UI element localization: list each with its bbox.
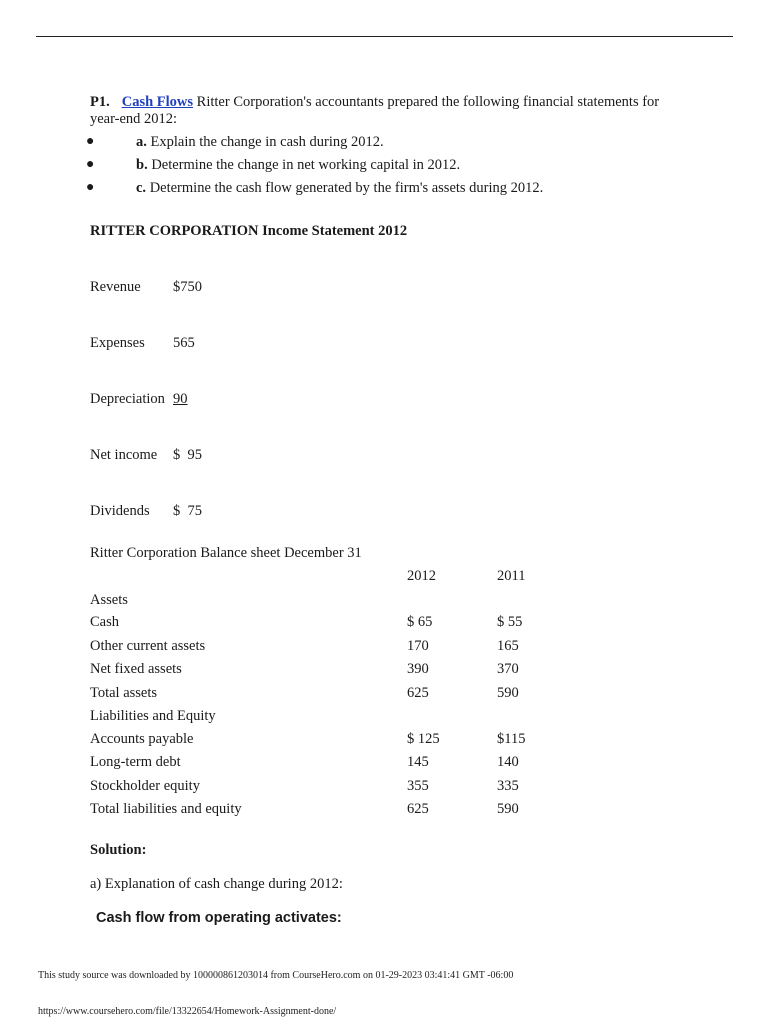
- income-statement-title: RITTER CORPORATION Income Statement 2012: [90, 223, 408, 239]
- balance-row-label: Accounts payable: [90, 731, 194, 747]
- income-label: Depreciation: [90, 391, 165, 407]
- balance-row-2012: 390: [407, 661, 429, 677]
- problem-number: P1.: [90, 94, 110, 110]
- balance-row-label: Stockholder equity: [90, 778, 200, 794]
- income-value: $750: [173, 279, 202, 295]
- income-value: 90: [173, 391, 188, 407]
- balance-row-2012: $ 125: [407, 731, 440, 747]
- balance-row-label: Net fixed assets: [90, 661, 182, 677]
- task-b: b. Determine the change in net working capital in 2012.: [136, 157, 461, 173]
- balance-row-label: Total assets: [90, 685, 158, 701]
- balance-row-label: Cash: [90, 614, 119, 630]
- solution-heading: Solution:: [90, 842, 147, 858]
- column-header-2011: 2011: [497, 568, 526, 584]
- balance-row-2011: 140: [497, 754, 519, 770]
- balance-row-2011: 370: [497, 661, 519, 677]
- balance-sheet-title: Ritter Corporation Balance sheet December 31: [90, 545, 362, 561]
- balance-row-2012: 625: [407, 685, 429, 701]
- balance-row-2011: 590: [497, 685, 519, 701]
- income-label: Revenue: [90, 279, 141, 295]
- balance-row-2012: 625: [407, 801, 429, 817]
- balance-row-2011: 335: [497, 778, 519, 794]
- balance-row-2011: 165: [497, 638, 519, 654]
- problem-intro: Ritter Corporation's accountants prepared the following financial statements for year-end 2012:: [90, 94, 660, 127]
- balance-row-2011: 590: [497, 801, 519, 817]
- task-a: a. Explain the change in cash during 2012.: [136, 134, 384, 150]
- bullet-icon: ●: [86, 157, 95, 172]
- income-label: Expenses: [90, 335, 145, 351]
- balance-row-2012: 355: [407, 778, 429, 794]
- cash-flows-link[interactable]: Cash Flows: [121, 94, 194, 110]
- income-label: Net income: [90, 447, 158, 463]
- bullet-icon: ●: [86, 180, 95, 195]
- balance-row-2011: $115: [497, 731, 526, 747]
- income-value: 565: [173, 335, 195, 351]
- footer-url[interactable]: https://www.coursehero.com/file/13322654/Homework-Assignment-done/: [38, 1006, 337, 1017]
- top-rule: [36, 36, 733, 37]
- footer-source-line: This study source was downloaded by 100000861203014 from CourseHero.com on 01-29-2023 03:41:41 GMT -06:00: [38, 970, 514, 981]
- balance-row-label: Long-term debt: [90, 754, 181, 770]
- income-value: $ 95: [173, 447, 202, 463]
- income-label: Dividends: [90, 503, 150, 519]
- column-header-2012: 2012: [407, 568, 436, 584]
- bullet-icon: ●: [86, 134, 95, 149]
- problem-statement: [90, 94, 670, 128]
- income-value: $ 75: [173, 503, 202, 519]
- solution-part-a: a) Explanation of cash change during 2012:: [90, 876, 343, 892]
- balance-row-2012: 145: [407, 754, 429, 770]
- task-c: c. Determine the cash flow generated by the firm's assets during 2012.: [136, 180, 544, 196]
- balance-row-label: Assets: [90, 592, 128, 608]
- cash-flow-operating-heading: Cash flow from operating activates:: [96, 910, 342, 926]
- balance-row-2012: $ 65: [407, 614, 433, 630]
- balance-row-label: Liabilities and Equity: [90, 708, 216, 724]
- balance-row-2012: 170: [407, 638, 429, 654]
- balance-row-label: Other current assets: [90, 638, 206, 654]
- balance-row-label: Total liabilities and equity: [90, 801, 242, 817]
- balance-row-2011: $ 55: [497, 614, 523, 630]
